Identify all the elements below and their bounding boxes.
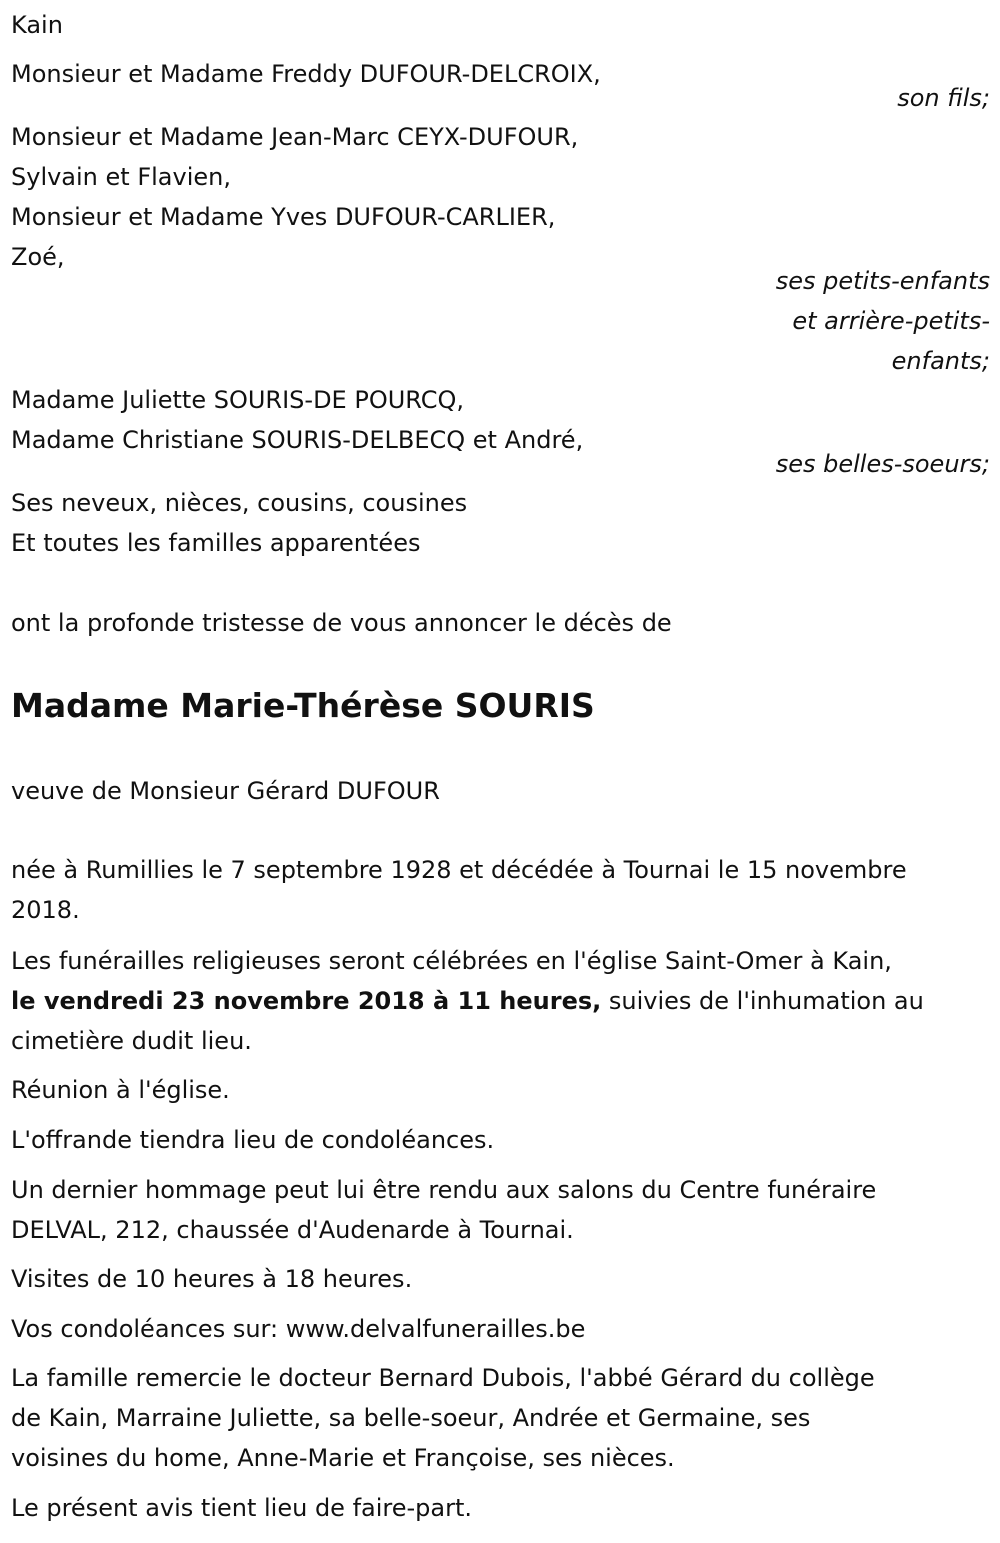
offering-text: L'offrande tiendra lieu de condoléances. bbox=[11, 1126, 495, 1154]
deceased-name: Madame Marie-Thérèse SOURIS bbox=[11, 686, 595, 725]
thanks-line-1: La famille remercie le docteur Bernard Dubois, l'abbé Gérard du collège bbox=[11, 1364, 875, 1392]
grandchildren-role-3: enfants; bbox=[891, 347, 990, 375]
closing-text: Le présent avis tient lieu de faire-part. bbox=[11, 1494, 473, 1522]
grandchildren-role-2: et arrière-petits- bbox=[792, 307, 990, 335]
son-role: son fils; bbox=[897, 84, 990, 112]
location-label: Kain bbox=[11, 11, 63, 39]
funeral-line-3: cimetière dudit lieu. bbox=[11, 1027, 252, 1055]
reunion-text: Réunion à l'église. bbox=[11, 1076, 230, 1104]
extended-family-line-2: Et toutes les familles apparentées bbox=[11, 529, 421, 557]
grandchildren-line-2: Sylvain et Flavien, bbox=[11, 163, 231, 191]
grandchildren-line-1: Monsieur et Madame Jean-Marc CEYX-DUFOUR, bbox=[11, 123, 579, 151]
funeral-line-2-rest: suivies de l'inhumation au bbox=[601, 987, 924, 1015]
birth-death-line-2: 2018. bbox=[11, 896, 80, 924]
sisters-in-law-role: ses belles-soeurs; bbox=[775, 450, 990, 478]
grandchildren-line-4: Zoé, bbox=[11, 243, 65, 271]
funeral-line-1: Les funérailles religieuses seront célébrées en l'église Saint-Omer à Kain, bbox=[11, 947, 892, 975]
tribute-line-1: Un dernier hommage peut lui être rendu aux salons du Centre funéraire bbox=[11, 1176, 877, 1204]
thanks-line-3: voisines du home, Anne-Marie et Françoise, ses nièces. bbox=[11, 1444, 675, 1472]
tribute-line-2: DELVAL, 212, chaussée d'Audenarde à Tournai. bbox=[11, 1216, 574, 1244]
widow-of-text: veuve de Monsieur Gérard DUFOUR bbox=[11, 777, 440, 805]
grandchildren-role-1: ses petits-enfants bbox=[775, 267, 990, 295]
thanks-line-2: de Kain, Marraine Juliette, sa belle-soeur, Andrée et Germaine, ses bbox=[11, 1404, 811, 1432]
birth-death-line-1: née à Rumillies le 7 septembre 1928 et décédée à Tournai le 15 novembre bbox=[11, 856, 907, 884]
funeral-line-2 bbox=[11, 989, 924, 1013]
visits-text: Visites de 10 heures à 18 heures. bbox=[11, 1265, 413, 1293]
son-line: Monsieur et Madame Freddy DUFOUR-DELCROIX, bbox=[11, 60, 601, 88]
funeral-date-bold: le vendredi 23 novembre 2018 à 11 heures, bbox=[11, 987, 602, 1015]
announcement-text: ont la profonde tristesse de vous annoncer le décès de bbox=[11, 609, 672, 637]
sister-in-law-line-1: Madame Juliette SOURIS-DE POURCQ, bbox=[11, 386, 465, 414]
extended-family-line-1: Ses neveux, nièces, cousins, cousines bbox=[11, 489, 468, 517]
condolences-link-text: Vos condoléances sur: www.delvalfunerailles.be bbox=[11, 1315, 586, 1343]
grandchildren-line-3: Monsieur et Madame Yves DUFOUR-CARLIER, bbox=[11, 203, 556, 231]
sister-in-law-line-2: Madame Christiane SOURIS-DELBECQ et André, bbox=[11, 426, 584, 454]
